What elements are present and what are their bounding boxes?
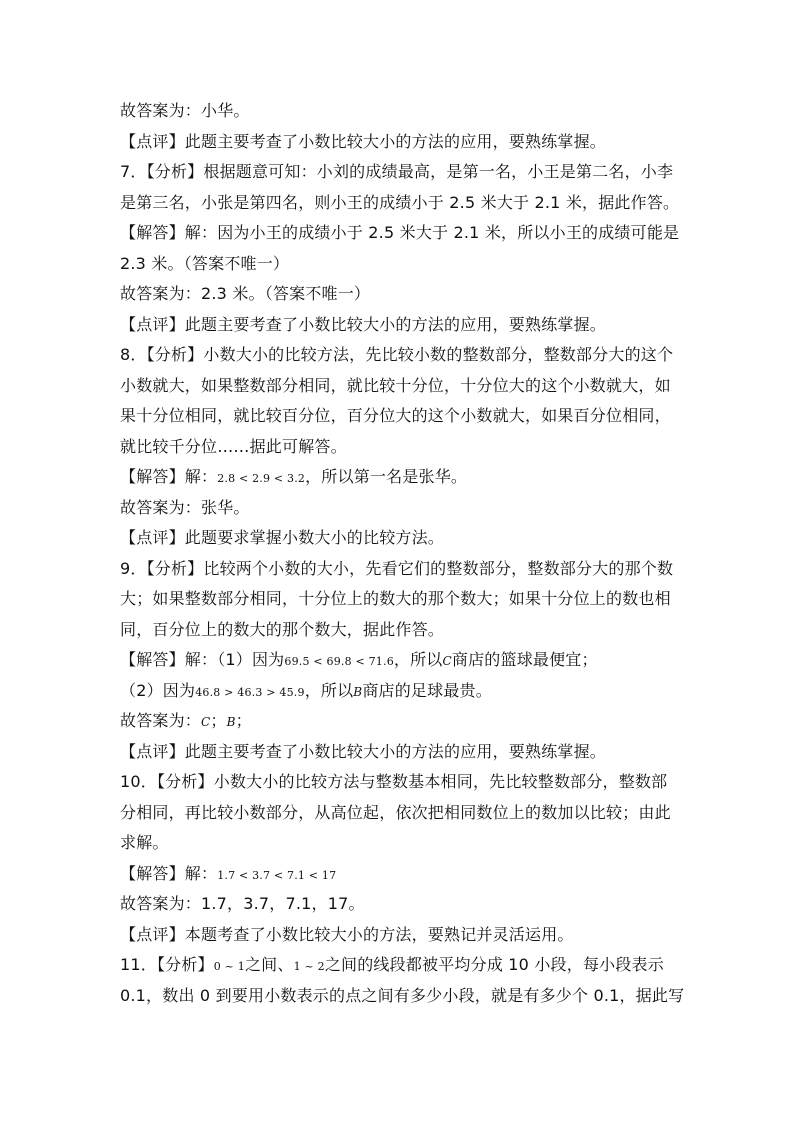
math-range: 0 ~ 1 bbox=[213, 960, 245, 973]
math-variable: B bbox=[226, 715, 236, 729]
text-line: 7．【分析】根据题意可知：小刘的成绩最高，是第一名，小王是第二名，小李 bbox=[120, 162, 674, 181]
q9-final-answer-line bbox=[120, 711, 700, 732]
text-line: 【解答】解：因为小王的成绩小于 2.5 米大于 2.1 米，所以小王的成绩可能是 bbox=[120, 223, 680, 242]
text-line: 故答案为：张华。 bbox=[120, 498, 250, 517]
answer-prefix: 【解答】解： bbox=[120, 864, 218, 883]
answer-prefix: 【解答】解： bbox=[120, 467, 218, 486]
q9-answer-line-1 bbox=[120, 650, 700, 672]
text-line: 大；如果整数部分相同，十分位上的数大的那个数大；如果十分位上的数也相 bbox=[120, 589, 671, 608]
text-line: 是第三名，小张是第四名，则小王的成绩小于 2.5 米大于 2.1 米，据此作答。 bbox=[120, 193, 680, 212]
answer-prefix: 故答案为： bbox=[120, 711, 202, 730]
answer-prefix: （2）因为 bbox=[120, 681, 196, 700]
math-range: 1 ~ 2 bbox=[293, 960, 325, 973]
math-variable: C bbox=[201, 715, 211, 729]
separator: ； bbox=[210, 711, 227, 730]
q10-answer-line bbox=[120, 864, 700, 886]
answer-mid: ，所以 bbox=[304, 681, 354, 700]
text-line: 同，百分位上的数大的那个数大，据此作答。 bbox=[120, 620, 445, 639]
math-inequality: 1.7 < 3.7 < 7.1 < 17 bbox=[217, 869, 337, 882]
math-variable: B bbox=[353, 685, 363, 699]
text-line: 分相同，再比较小数部分，从高位起，依次把相同数位上的数加以比较；由此 bbox=[120, 803, 671, 822]
answer-suffix: ； bbox=[235, 711, 252, 730]
analysis-prefix: 11．【分析】 bbox=[120, 955, 214, 974]
text-line: 【点评】此题主要考查了小数比较大小的方法的应用，要熟练掌握。 bbox=[120, 132, 607, 151]
text-line: 【点评】此题主要考查了小数比较大小的方法的应用，要熟练掌握。 bbox=[120, 742, 607, 761]
text-line: 求解。 bbox=[120, 833, 169, 852]
text-line: 8．【分析】小数大小的比较方法，先比较小数的整数部分，整数部分大的这个 bbox=[120, 345, 674, 364]
q9-answer-line-2 bbox=[120, 681, 700, 703]
answer-suffix: ，所以第一名是张华。 bbox=[305, 467, 468, 486]
text-line: 故答案为：1.7，3.7，7.1，17。 bbox=[120, 894, 365, 913]
math-inequality: 2.8 < 2.9 < 3.2 bbox=[217, 472, 306, 485]
text-line: 果十分位相同，就比较百分位，百分位大的这个小数就大，如果百分位相同， bbox=[120, 406, 671, 425]
q8-answer-line bbox=[120, 467, 700, 489]
text-line: 2.3 米。（答案不唯一） bbox=[120, 254, 290, 273]
math-inequality: 69.5 < 69.8 < 71.6 bbox=[284, 655, 394, 668]
text-line: 小数就大，如果整数部分相同，就比较十分位，十分位大的这个小数就大，如 bbox=[120, 376, 671, 395]
text-line: 【点评】此题主要考查了小数比较大小的方法的应用，要熟练掌握。 bbox=[120, 315, 607, 334]
text-line: 10．【分析】小数大小的比较方法与整数基本相同，先比较整数部分，整数部 bbox=[120, 772, 668, 791]
text-line: 就比较千分位……据此可解答。 bbox=[120, 437, 347, 456]
text-line: 故答案为：小华。 bbox=[120, 101, 250, 120]
math-inequality: 46.8 > 46.3 > 45.9 bbox=[195, 686, 305, 699]
answer-suffix: 商店的足球最贵。 bbox=[362, 681, 492, 700]
text-line: 0.1，数出 0 到要用小数表示的点之间有多少小段，就是有多少个 0.1，据此写 bbox=[120, 986, 685, 1005]
text-line: 9．【分析】比较两个小数的大小，先看它们的整数部分，整数部分大的那个数 bbox=[120, 559, 674, 578]
text-line: 【点评】本题考查了小数比较大小的方法，要熟记并灵活运用。 bbox=[120, 925, 574, 944]
analysis-mid: 之间、 bbox=[244, 955, 294, 974]
answer-suffix: 商店的篮球最便宜； bbox=[451, 650, 598, 669]
answer-prefix: 【解答】解：（1）因为 bbox=[120, 650, 285, 669]
text-line: 故答案为：2.3 米。（答案不唯一） bbox=[120, 284, 371, 303]
analysis-suffix: 之间的线段都被平均分成 10 小段，每小段表示 bbox=[324, 955, 664, 974]
q11-analysis-line bbox=[120, 955, 700, 977]
math-variable: C bbox=[442, 654, 452, 668]
answer-mid: ，所以 bbox=[393, 650, 443, 669]
text-line: 【点评】此题要求掌握小数大小的比较方法。 bbox=[120, 528, 445, 547]
